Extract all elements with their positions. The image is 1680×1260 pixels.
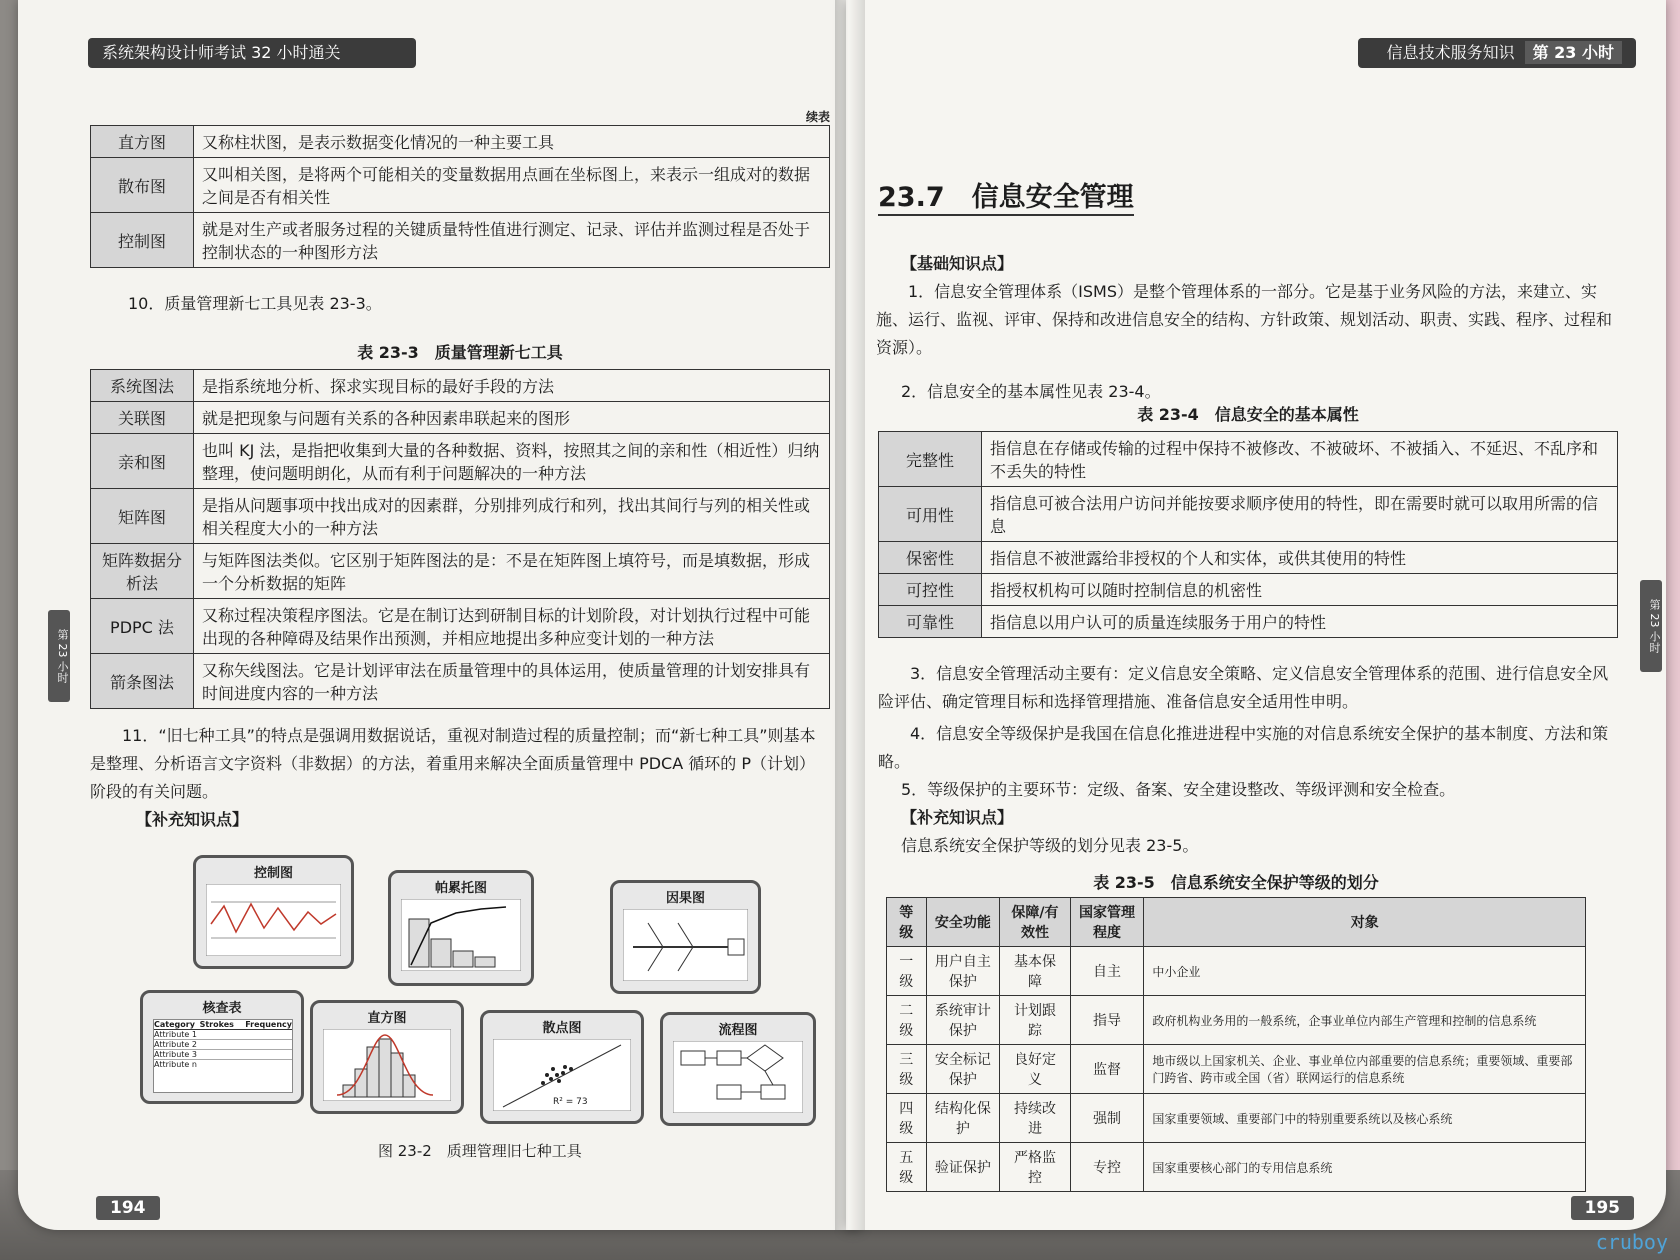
cell-assure: 计划跟踪 — [1000, 996, 1070, 1045]
para-6: 信息系统安全保护等级的划分见表 23-5。 — [901, 836, 1199, 855]
chapter-badge: 第 23 小时 — [1525, 41, 1622, 64]
col-frequency: Frequency — [245, 1020, 293, 1029]
row-definition: 指信息可被合法用户访问并能按要求顺序使用的特性，即在需要时就可以取用所需的信息 — [982, 487, 1618, 542]
side-tab-left: 第 23 小时 — [48, 610, 70, 702]
side-tab-right: 第 23 小时 — [1640, 580, 1662, 672]
table-row — [879, 432, 1618, 487]
cell-obj: 国家重要核心部门的专用信息系统 — [1144, 1143, 1586, 1192]
table-row — [879, 606, 1618, 638]
table-header-cell: 保障/有效性 — [1000, 898, 1070, 947]
row-term: 关联图 — [91, 402, 194, 434]
quality-tools-continued-table — [90, 108, 830, 268]
para-2: 2．信息安全的基本属性见表 23-4。 — [901, 382, 1161, 401]
tool-label: 散点图 — [542, 1021, 582, 1036]
row-definition: 与矩阵图法类似。它区别于矩阵图法的是：不是在矩阵图上填符号，而是填数据，形成一个分析数据的矩阵 — [194, 544, 830, 599]
cell-func: 系统审计保护 — [926, 996, 1000, 1045]
row-term: 散布图 — [91, 158, 194, 213]
cell-obj: 政府机构业务用的一般系统，企事业单位内部生产管理和控制的信息系统 — [1144, 996, 1586, 1045]
histogram-icon — [323, 1029, 451, 1101]
table-row — [91, 126, 830, 158]
table-row — [887, 1143, 1586, 1192]
tool-label: 控制图 — [253, 866, 293, 881]
row-term: PDPC 法 — [91, 599, 194, 654]
book-gutter — [835, 0, 865, 1230]
cell-obj: 地市级以上国家机关、企业、事业单位内部重要的信息系统；重要领域、重要部门跨省、跨市或全国（省）联网运行的信息系统 — [1144, 1045, 1586, 1094]
tool-label: 直方图 — [367, 1011, 407, 1026]
table-23-3 — [90, 340, 830, 709]
col-strokes: Strokes — [199, 1020, 234, 1029]
flowchart-icon — [673, 1041, 803, 1113]
table-row — [91, 370, 830, 402]
row-definition: 又称过程决策程序图法。它是在制订达到研制目标的计划阶段，对计划执行过程中可能出现的各种障碍及结果作出预测，并相应地提出多种应变计划的一种方法 — [194, 599, 830, 654]
row-definition: 指信息不被泄露给非授权的个人和实体，或供其使用的特性 — [982, 542, 1618, 574]
row-term: 矩阵数据分析法 — [91, 544, 194, 599]
col-category: Category — [154, 1020, 195, 1029]
row-term: 可用性 — [879, 487, 982, 542]
row-term: 控制图 — [91, 213, 194, 268]
row-term: 矩阵图 — [91, 489, 194, 544]
right-page — [846, 0, 1666, 1230]
cell-obj: 国家重要领域、重要部门中的特别重要系统以及核心系统 — [1144, 1094, 1586, 1143]
cell-func: 验证保护 — [926, 1143, 1000, 1192]
control-chart-icon — [206, 884, 341, 956]
cell-level: 四级 — [887, 1094, 927, 1143]
cell-mgmt: 强制 — [1070, 1094, 1144, 1143]
table-row — [887, 1045, 1586, 1094]
row-definition: 又叫相关图，是将两个可能相关的变量数据用点画在坐标图上，来表示一组成对的数据之间是否有相关性 — [194, 158, 830, 213]
cell-obj: 中小企业 — [1144, 947, 1586, 996]
tool-label: 因果图 — [665, 891, 705, 906]
supplement-heading-right: 【补充知识点】 — [901, 808, 1014, 827]
page-number-right: 195 — [1571, 1196, 1635, 1220]
tool-check-sheet — [140, 990, 304, 1104]
table-row — [91, 402, 830, 434]
row-definition: 又称柱状图，是表示数据变化情况的一种主要工具 — [194, 126, 830, 158]
row-term: 系统图法 — [91, 370, 194, 402]
page-number-left: 194 — [96, 1196, 160, 1220]
table-header-cell: 安全功能 — [926, 898, 1000, 947]
cell-assure: 良好定义 — [1000, 1045, 1070, 1094]
tool-pareto-chart — [388, 870, 534, 986]
table-header-cell: 等级 — [887, 898, 927, 947]
table-row — [91, 489, 830, 544]
tool-flowchart — [660, 1012, 816, 1126]
tool-label: 帕累托图 — [434, 881, 487, 896]
section-title: 23.7 信息安全管理 — [878, 175, 1134, 216]
table-row — [91, 158, 830, 213]
row-attribute: Attribute 2 — [154, 1040, 292, 1050]
table-row — [887, 996, 1586, 1045]
row-term: 直方图 — [91, 126, 194, 158]
row-term: 完整性 — [879, 432, 982, 487]
cell-level: 五级 — [887, 1143, 927, 1192]
tool-label: 核查表 — [202, 1001, 242, 1016]
row-term: 箭条图法 — [91, 654, 194, 709]
running-head-title: 信息技术服务知识 — [1386, 43, 1515, 62]
cell-assure: 严格监控 — [1000, 1143, 1070, 1192]
row-definition: 指授权机构可以随时控制信息的机密性 — [982, 574, 1618, 606]
table-row — [91, 599, 830, 654]
table-header-cell: 国家管理程度 — [1070, 898, 1144, 947]
continued-mark: 续表 — [805, 110, 830, 124]
cell-assure: 基本保障 — [1000, 947, 1070, 996]
table-23-3-body — [90, 369, 830, 709]
check-sheet-grid — [153, 1019, 293, 1093]
left-page — [18, 0, 860, 1230]
para-4: 4．信息安全等级保护是我国在信息化推进进程中实施的对信息系统安全保护的基本制度、方法和策略。 — [878, 724, 1609, 771]
cell-level: 二级 — [887, 996, 927, 1045]
cell-func: 结构化保护 — [926, 1094, 1000, 1143]
scatter-r2-label: R² = 73 — [553, 1097, 588, 1107]
pareto-chart-icon — [401, 899, 521, 971]
row-term: 保密性 — [879, 542, 982, 574]
row-attribute: Attribute 1 — [154, 1030, 292, 1040]
table-23-4-body — [878, 431, 1618, 638]
table-header-row — [887, 898, 1586, 947]
tool-control-chart — [193, 855, 354, 969]
basic-heading: 【基础知识点】 — [901, 254, 1014, 273]
row-term: 可控性 — [879, 574, 982, 606]
row-definition: 就是对生产或者服务过程的关键质量特性值进行测定、记录、评估并监测过程是否处于控制状态的一种图形方法 — [194, 213, 830, 268]
table-23-4 — [878, 402, 1618, 638]
table-23-5 — [886, 870, 1586, 1192]
cell-mgmt: 自主 — [1070, 947, 1144, 996]
row-definition: 指信息在存储或传输的过程中保持不被修改、不被破坏、不被插入、不延迟、不乱序和不丢失的特性 — [982, 432, 1618, 487]
cell-func: 安全标记保护 — [926, 1045, 1000, 1094]
table-23-3-caption: 表 23-3 质量管理新七工具 — [357, 343, 563, 362]
para-11: 11．“旧七种工具”的特点是强调用数据说话，重视对制造过程的质量控制；而“新七种工具”则基本是整理、分析语言文字资料（非数据）的方法，着重用来解决全面质量管理中 PDCA 循环的 P（计划）阶段的有关问题。 — [90, 726, 816, 801]
table-row — [91, 213, 830, 268]
tool-scatter-plot — [480, 1010, 644, 1124]
row-attribute: Attribute 3 — [154, 1050, 292, 1060]
table-23-4-caption: 表 23-4 信息安全的基本属性 — [1137, 405, 1359, 424]
table-top — [90, 125, 830, 268]
table-row — [887, 947, 1586, 996]
table-row — [879, 487, 1618, 542]
row-definition: 是指从问题事项中找出成对的因素群，分别排列成行和列，找出其间行与列的相关性或相关程度大小的一种方法 — [194, 489, 830, 544]
row-definition: 是指系统地分析、探求实现目标的最好手段的方法 — [194, 370, 830, 402]
table-row — [91, 654, 830, 709]
watermark: cruboy — [1595, 1230, 1668, 1254]
cell-mgmt: 专控 — [1070, 1143, 1144, 1192]
row-definition: 也叫 KJ 法，是指把收集到大量的各种数据、资料，按照其之间的亲和性（相近性）归纳整理，使问题明朗化，从而有利于问题解决的一种方法 — [194, 434, 830, 489]
cell-mgmt: 指导 — [1070, 996, 1144, 1045]
row-definition: 又称矢线图法。它是计划评审法在质量管理中的具体运用，使质量管理的计划安排具有时间进度内容的一种方法 — [194, 654, 830, 709]
para-1: 1．信息安全管理体系（ISMS）是整个管理体系的一部分。它是基于业务风险的方法，来建立、实施、运行、监视、评审、保持和改进信息安全的结构、方针政策、规划活动、职责、实践、程序、过程和资源）。 — [876, 282, 1613, 357]
tool-label: 流程图 — [718, 1023, 758, 1038]
row-term: 可靠性 — [879, 606, 982, 638]
table-row — [887, 1094, 1586, 1143]
fishbone-icon — [623, 909, 748, 981]
tool-fishbone-diagram — [610, 880, 761, 994]
table-row — [91, 434, 830, 489]
table-row — [879, 542, 1618, 574]
figure-23-2-caption: 图 23-2 质理管理旧七种工具 — [378, 1142, 582, 1160]
table-23-5-body — [886, 897, 1586, 1192]
row-attribute: Attribute n — [154, 1060, 197, 1069]
cell-assure: 持续改进 — [1000, 1094, 1070, 1143]
cell-mgmt: 监督 — [1070, 1045, 1144, 1094]
para-3: 3．信息安全管理活动主要有：定义信息安全策略、定义信息安全管理体系的范围、进行信息安全风险评估、确定管理目标和选择管理措施、准备信息安全适用性申明。 — [878, 664, 1609, 711]
supplement-heading-left: 【补充知识点】 — [136, 810, 249, 829]
table-row — [91, 544, 830, 599]
running-head-left: 系统架构设计师考试 32 小时通关 — [88, 38, 416, 68]
cell-func: 用户自主保护 — [926, 947, 1000, 996]
table-23-5-caption: 表 23-5 信息系统安全保护等级的划分 — [1093, 873, 1379, 892]
row-definition: 指信息以用户认可的质量连续服务于用户的特性 — [982, 606, 1618, 638]
cell-level: 一级 — [887, 947, 927, 996]
tool-histogram — [310, 1000, 464, 1114]
para-10: 10．质量管理新七工具见表 23-3。 — [128, 294, 382, 313]
row-term: 亲和图 — [91, 434, 194, 489]
table-header-cell: 对象 — [1144, 898, 1586, 947]
table-row — [879, 574, 1618, 606]
row-definition: 就是把现象与问题有关系的各种因素串联起来的图形 — [194, 402, 830, 434]
cell-level: 三级 — [887, 1045, 927, 1094]
running-head-right — [1358, 38, 1636, 68]
para-5: 5．等级保护的主要环节：定级、备案、安全建设整改、等级评测和安全检查。 — [901, 780, 1456, 799]
